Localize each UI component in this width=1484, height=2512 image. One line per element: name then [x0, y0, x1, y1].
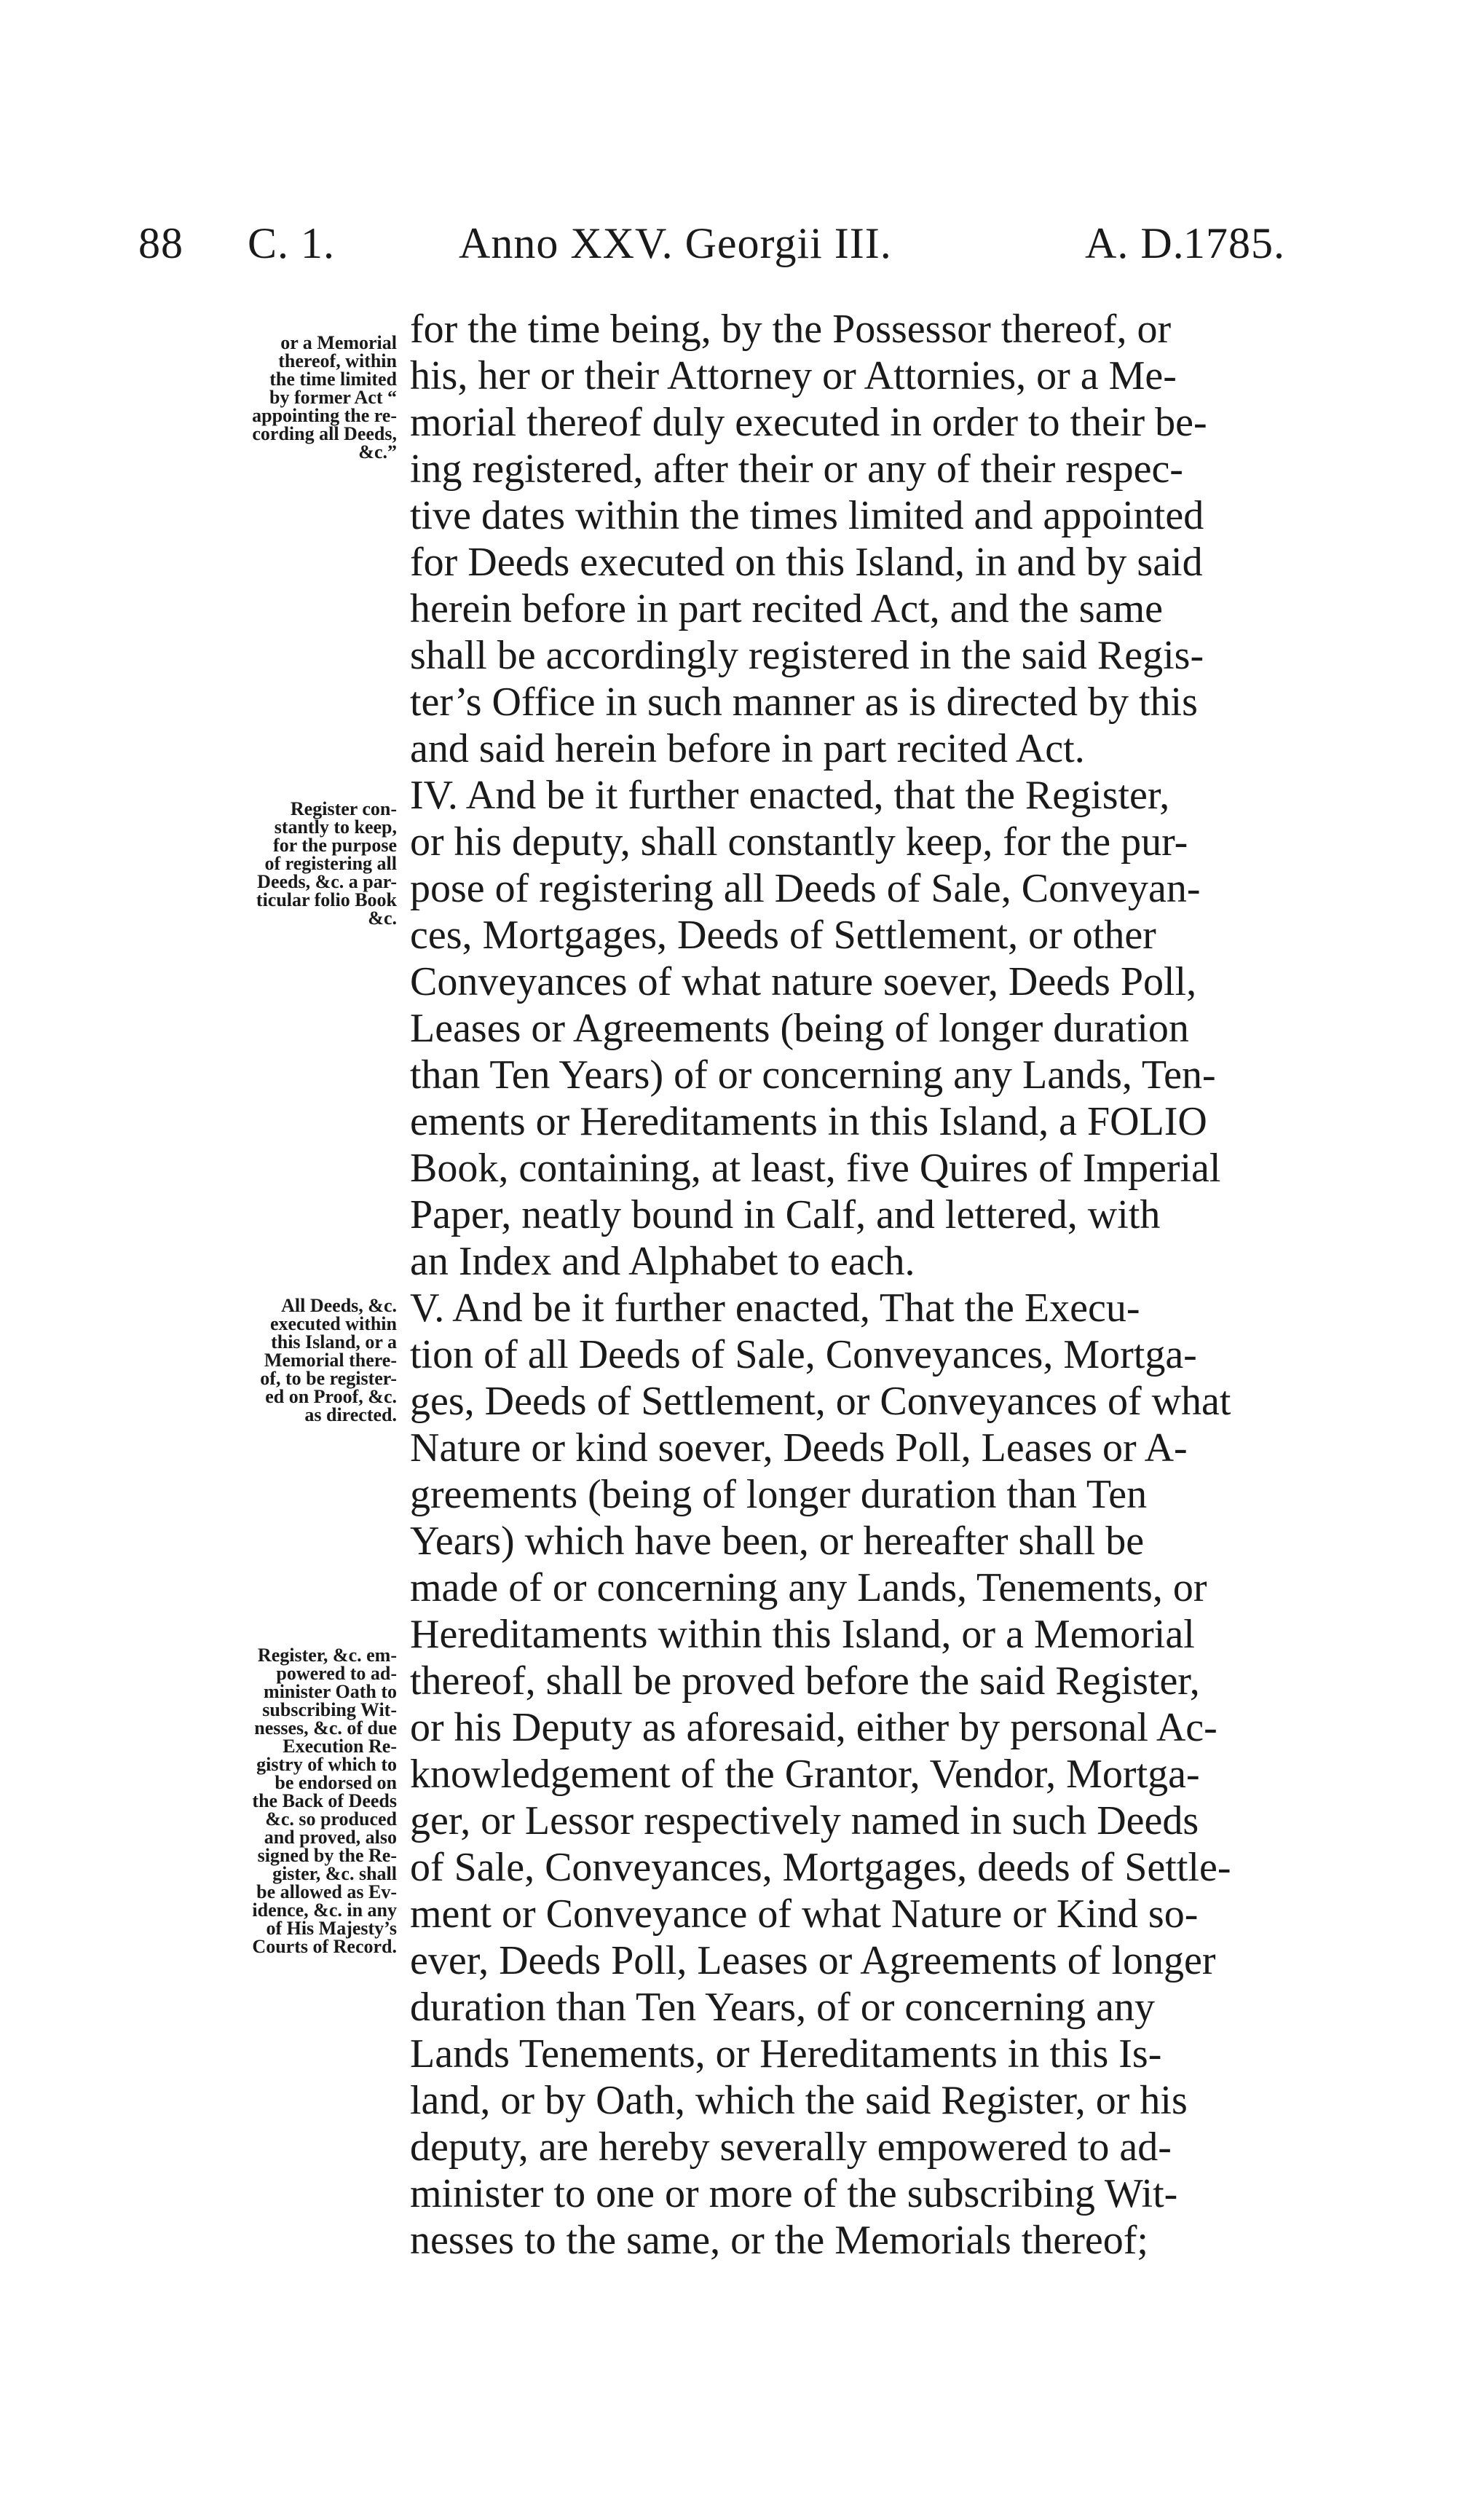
- margin-note-line: cording all Deeds,: [252, 423, 397, 444]
- margin-note-line: stantly to keep,: [274, 816, 397, 838]
- running-header: [138, 218, 1333, 277]
- body-line: greements (being of longer duration than Ten: [410, 1472, 1148, 1517]
- body-line: tive dates within the times limited and appointed: [410, 493, 1204, 538]
- body-line: Nature or kind soever, Deeds Poll, Leases or A-: [410, 1425, 1188, 1470]
- margin-note-line: the Back of Deeds: [252, 1790, 397, 1811]
- body-line: for the time being, by the Possessor thereof, or: [410, 307, 1172, 352]
- body-line: than Ten Years) of or concerning any Lands, Ten-: [410, 1052, 1216, 1098]
- body-line: herein before in part recited Act, and the same: [410, 586, 1163, 631]
- margin-note-line: Memorial there-: [264, 1350, 397, 1371]
- margin-note-oath: [146, 1646, 397, 1956]
- body-line: knowledgement of the Grantor, Vendor, Mortga-: [410, 1752, 1200, 1797]
- body-line: ger, or Lessor respectively named in such Deeds: [410, 1798, 1199, 1843]
- body-line: for Deeds executed on this Island, in and by said: [410, 540, 1203, 585]
- body-line: Lands Tenements, or Hereditaments in this Is-: [410, 2031, 1162, 2076]
- margin-note-line: of His Majesty’s: [266, 1918, 397, 1939]
- body-line: Book, containing, at least, five Quires of Imperial: [410, 1146, 1221, 1191]
- body-line: ing registered, after their or any of their respec-: [410, 446, 1183, 492]
- margin-note-line: Register, &c. em-: [257, 1645, 397, 1666]
- body-line: or his Deputy as aforesaid, either by personal Ac-: [410, 1705, 1217, 1750]
- body-line: V. And be it further enacted, That the Execu-: [410, 1285, 1140, 1331]
- body-line: duration than Ten Years, of or concerning any: [410, 1985, 1156, 2030]
- body-line: Conveyances of what nature soever, Deeds Poll,: [410, 959, 1197, 1004]
- body-line: Paper, neatly bound in Calf, and lettered, with: [410, 1192, 1161, 1237]
- body-line: ter’s Office in such manner as is directed by this: [410, 680, 1198, 725]
- margin-note-line: for the purpose: [273, 835, 397, 856]
- body-line: minister to one or more of the subscribing Wit-: [410, 2171, 1178, 2216]
- body-text: [410, 306, 1320, 2264]
- margin-note-line: Register con-: [290, 798, 397, 819]
- body-line: shall be accordingly registered in the said Regis-: [410, 633, 1204, 678]
- body-line: made of or concerning any Lands, Tenements, or: [410, 1565, 1207, 1610]
- margin-note-line: All Deeds, &c.: [281, 1295, 397, 1316]
- body-line: of Sale, Conveyances, Mortgages, deeds of Settle-: [410, 1845, 1231, 1890]
- margin-note-line: gistry of which to: [256, 1754, 397, 1775]
- margin-note-deeds-proof: [146, 1296, 397, 1424]
- body-line: deputy, are hereby severally empowered to ad-: [410, 2125, 1172, 2170]
- margin-note-line: &c.”: [358, 441, 397, 462]
- margin-note-line: the time limited: [269, 369, 397, 390]
- margin-note-line: ticular folio Book: [256, 889, 397, 910]
- body-line: pose of registering all Deeds of Sale, Conveyan-: [410, 866, 1201, 911]
- body-line: morial thereof duly executed in order to their be-: [410, 400, 1207, 445]
- margin-note-line: Courts of Record.: [252, 1936, 397, 1957]
- regnal-year: Anno XXV. Georgii III.: [459, 219, 892, 267]
- body-line: an Index and Alphabet to each.: [410, 1239, 915, 1284]
- margin-note-memorial: [146, 334, 397, 461]
- body-line: Leases or Agreements (being of longer duration: [410, 1006, 1189, 1051]
- body-line: tion of all Deeds of Sale, Conveyances, Mortga-: [410, 1332, 1197, 1377]
- margin-note-line: of, to be register-: [260, 1368, 397, 1389]
- body-line: ges, Deeds of Settlement, or Conveyances of what: [410, 1379, 1231, 1424]
- page-number: 88: [138, 219, 183, 267]
- margin-note-line: &c. so produced: [265, 1808, 397, 1830]
- margin-note-line: gister, &c. shall: [272, 1863, 397, 1884]
- body-line: or his deputy, shall constantly keep, for the pur-: [410, 819, 1188, 865]
- margin-note-line: thereof, within: [278, 350, 397, 371]
- body-line: IV. And be it further enacted, that the Register,: [410, 773, 1170, 818]
- margin-note-line: Execution Re-: [283, 1736, 397, 1757]
- body-line: thereof, shall be proved before the said Register,: [410, 1658, 1200, 1704]
- body-line: ces, Mortgages, Deeds of Settlement, or other: [410, 913, 1156, 958]
- margin-note-line: by former Act “: [269, 387, 397, 408]
- margin-note-register-book: [146, 800, 397, 927]
- body-line: Hereditaments within this Island, or a Memorial: [410, 1612, 1195, 1657]
- margin-note-line: Deeds, &c. a par-: [257, 871, 397, 892]
- margin-note-line: and proved, also: [264, 1827, 397, 1848]
- margin-note-line: powered to ad-: [276, 1663, 397, 1684]
- margin-note-line: signed by the Re-: [257, 1845, 397, 1866]
- body-line: ements or Hereditaments in this Island, a FOLIO: [410, 1099, 1207, 1144]
- margin-note-line: as directed.: [304, 1404, 397, 1425]
- margin-note-line: be endorsed on: [275, 1772, 397, 1793]
- margin-note-line: subscribing Wit-: [262, 1699, 397, 1720]
- body-line: his, her or their Attorney or Attornies, or a Me-: [410, 353, 1177, 398]
- margin-note-line: &c.: [368, 907, 397, 929]
- body-line: land, or by Oath, which the said Register, or his: [410, 2078, 1188, 2123]
- year: 1785.: [1183, 219, 1285, 267]
- body-line: ever, Deeds Poll, Leases or Agreements of longer: [410, 1938, 1216, 1983]
- margin-note-line: ed on Proof, &c.: [265, 1386, 397, 1407]
- anno-domini-label: A. D.: [1085, 219, 1185, 267]
- body-line: Years) which have been, or hereafter shall be: [410, 1519, 1145, 1564]
- margin-note-line: be allowed as Ev-: [256, 1881, 397, 1902]
- body-line: ment or Conveyance of what Nature or Kind so-: [410, 1891, 1199, 1937]
- body-line: and said herein before in part recited Act.: [410, 726, 1085, 771]
- margin-note-line: executed within: [269, 1313, 397, 1334]
- margin-note-line: this Island, or a: [271, 1331, 397, 1353]
- margin-note-line: nesses, &c. of due: [254, 1717, 397, 1739]
- margin-note-line: appointing the re-: [252, 405, 397, 426]
- body-line: nesses to the same, or the Memorials thereof;: [410, 2218, 1148, 2263]
- margin-note-line: of registering all: [264, 853, 397, 874]
- chapter-label: C. 1.: [248, 219, 336, 267]
- margin-note-line: or a Memorial: [280, 332, 397, 353]
- margin-note-line: minister Oath to: [264, 1681, 397, 1702]
- margin-note-line: idence, &c. in any: [252, 1899, 397, 1921]
